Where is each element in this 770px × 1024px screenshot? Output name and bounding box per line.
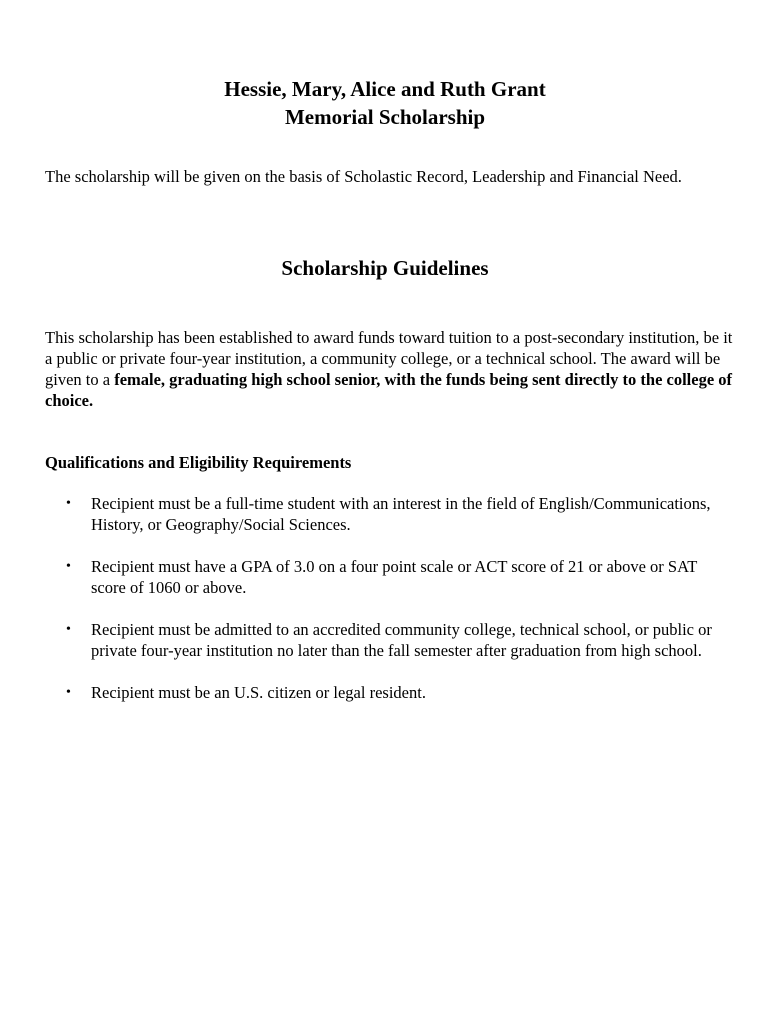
bullet-icon: •: [66, 496, 71, 511]
title-line-1: Hessie, Mary, Alice and Ruth Grant: [224, 77, 546, 101]
title-line-2: Memorial Scholarship: [284, 105, 486, 129]
requirement-text: Recipient must be admitted to an accredited community college, technical school, or public or private four-year institution no later than the fall semester after graduation from high school.: [91, 620, 712, 660]
requirement-item: [45, 493, 735, 535]
bullet-icon: •: [66, 622, 71, 637]
intro-paragraph: The scholarship will be given on the basis of Scholastic Record, Leadership and Financial Need.: [45, 167, 682, 186]
guidelines-text: This scholarship has been established to award funds toward tuition to a post-secondary institution, be it a public or private four-year institution, a community college, or a technical school. The award will be given to a: [45, 328, 733, 389]
guidelines-bold-text: female, graduating high school senior, with the funds being sent directly to the college of choice.: [45, 370, 733, 410]
requirements-list: [45, 493, 735, 724]
requirement-item: [45, 682, 735, 703]
bullet-icon: •: [66, 685, 71, 700]
requirement-text: Recipient must be an U.S. citizen or legal resident.: [91, 683, 426, 702]
guidelines-heading: Scholarship Guidelines: [281, 256, 489, 280]
bullet-icon: •: [66, 559, 71, 574]
requirement-item: [45, 619, 735, 661]
document-title: [0, 75, 770, 131]
requirement-text: Recipient must have a GPA of 3.0 on a four point scale or ACT score of 21 or above or SAT score of 1060 or above.: [91, 557, 697, 597]
requirement-text: Recipient must be a full-time student with an interest in the field of English/Communications, History, or Geography/Social Sciences.: [91, 494, 711, 534]
requirement-item: [45, 556, 735, 598]
guidelines-paragraph: [45, 327, 735, 411]
requirements-heading: Qualifications and Eligibility Requirements: [45, 453, 352, 472]
